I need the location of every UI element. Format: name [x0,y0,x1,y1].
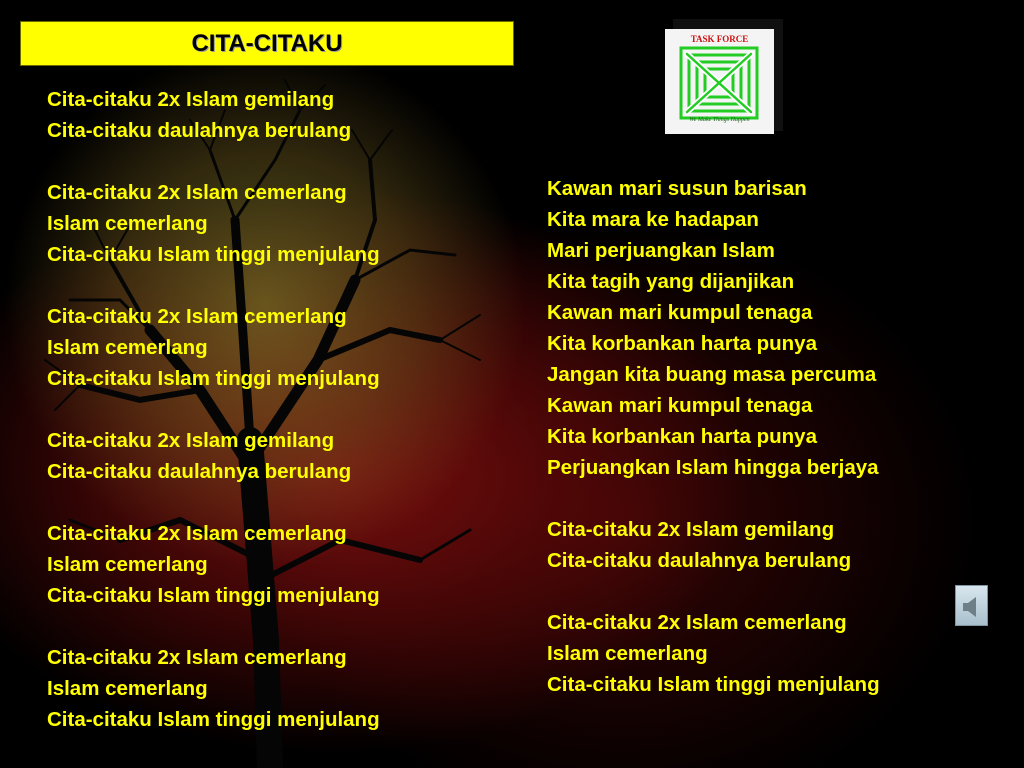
lyric-line: Mari perjuangkan Islam [547,239,775,262]
lyric-line: Kita mara ke hadapan [547,208,759,231]
lyric-line: Kawan mari susun barisan [547,177,807,200]
task-force-logo [665,29,774,134]
lyric-line: Cita-citaku daulahnya berulang [547,549,852,572]
lyric-line: Cita-citaku daulahnya berulang [47,119,352,142]
stanza-break [547,576,880,607]
lyric-line: Islam cemerlang [547,642,708,665]
logo-motto: We Make Things Happen [689,117,750,123]
lyric-line: Kita tagih yang dijanjikan [547,270,795,293]
lyric-line: Cita-citaku Islam tinggi menjulang [547,673,880,696]
stanza-break [47,611,380,642]
lyric-line: Cita-citaku 2x Islam cemerlang [47,305,347,328]
lyric-line: Islam cemerlang [47,336,208,359]
stanza-break [547,483,880,514]
lyric-line: Cita-citaku 2x Islam cemerlang [547,611,847,634]
lyric-line: Cita-citaku 2x Islam gemilang [547,518,835,541]
lyric-line: Cita-citaku Islam tinggi menjulang [47,367,380,390]
lyric-line: Jangan kita buang masa percuma [547,363,877,386]
logo-emblem-icon [679,46,759,120]
lyric-line: Cita-citaku Islam tinggi menjulang [47,584,380,607]
lyrics-column-right [547,173,880,700]
lyric-line: Islam cemerlang [47,553,208,576]
lyric-line: Kawan mari kumpul tenaga [547,394,813,417]
lyric-line: Islam cemerlang [47,212,208,235]
lyric-line: Cita-citaku 2x Islam cemerlang [47,522,347,545]
lyric-line: Cita-citaku Islam tinggi menjulang [47,708,380,731]
logo-top-text: TASK FORCE [690,34,749,44]
lyric-line: Kita korbankan harta punya [547,425,817,448]
audio-play-button[interactable] [955,585,988,626]
lyric-line: Cita-citaku daulahnya berulang [47,460,352,483]
lyric-line: Perjuangkan Islam hingga berjaya [547,456,879,479]
stanza-break [47,487,380,518]
lyric-line: Cita-citaku Islam tinggi menjulang [47,243,380,266]
lyric-line: Islam cemerlang [47,677,208,700]
lyric-line: Kita korbankan harta punya [547,332,817,355]
stanza-break [47,146,380,177]
lyric-line: Cita-citaku 2x Islam gemilang [47,88,335,111]
stanza-break [47,394,380,425]
lyric-line: Cita-citaku 2x Islam cemerlang [47,646,347,669]
stanza-break [47,270,380,301]
lyric-line: Kawan mari kumpul tenaga [547,301,813,324]
speaker-icon [962,596,982,618]
lyric-line: Cita-citaku 2x Islam cemerlang [47,181,347,204]
title-banner [20,21,514,66]
lyric-line: Cita-citaku 2x Islam gemilang [47,429,335,452]
slide-title: CITA-CITAKU [191,29,343,57]
lyrics-column-left [47,84,380,735]
